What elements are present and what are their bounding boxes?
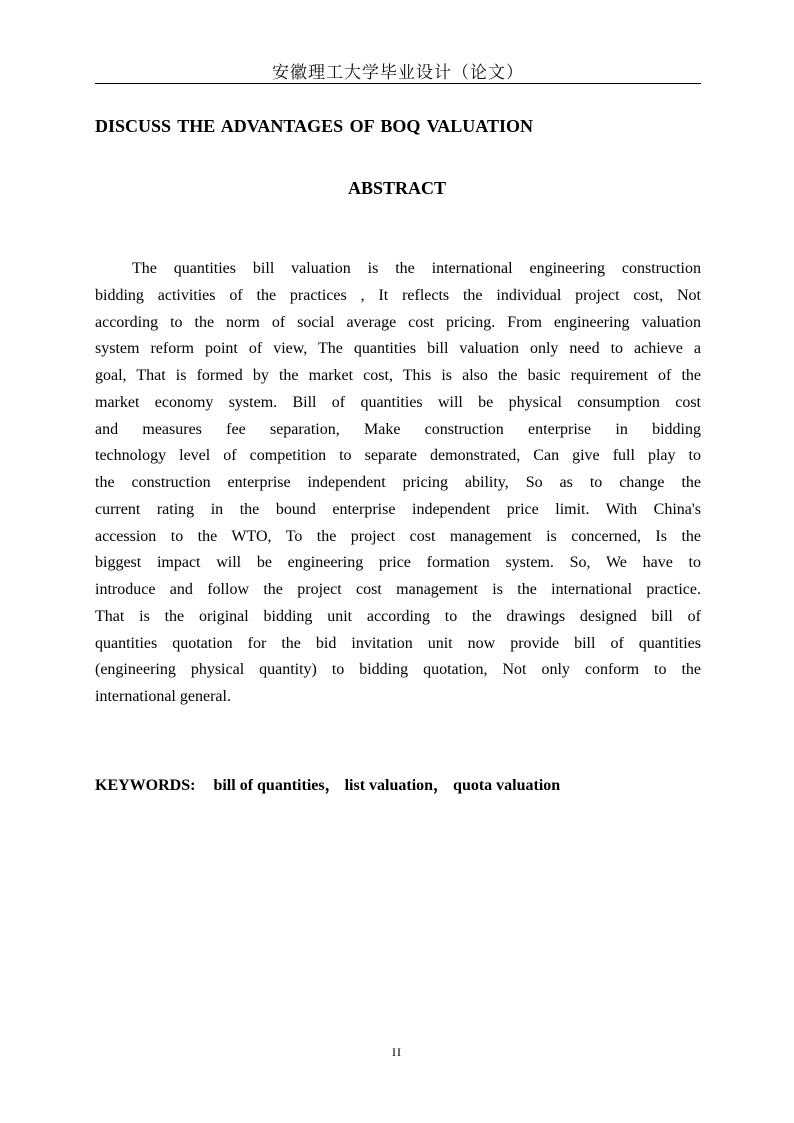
- page-number: II: [392, 1045, 402, 1059]
- keywords-label: KEYWORDS:: [95, 777, 196, 794]
- abstract-body: [95, 256, 701, 711]
- abstract-line: quantities quotation for the bid invitation unit now provide bill of quantities: [95, 634, 701, 652]
- abstract-line: technology level of competition to separate demonstrated, Can give full play to: [95, 447, 701, 465]
- abstract-heading: ABSTRACT: [347, 178, 447, 198]
- keywords: [95, 772, 701, 795]
- abstract-line: accession to the WTO, To the project cost management is concerned, Is the: [95, 527, 701, 545]
- abstract-line: the construction enterprise independent pricing ability, So as to change the: [95, 474, 701, 491]
- abstract-line: The quantities bill valuation is the international engineering construction: [132, 260, 701, 277]
- abstract-line: current rating in the bound enterprise independent price limit. With China's: [95, 500, 701, 518]
- abstract-line: bidding activities of the practices , It reflects the individual project cost, Not: [95, 286, 701, 304]
- abstract-line: That is the original bidding unit according to the drawings designed bill of: [95, 607, 701, 625]
- header-rule: [95, 83, 701, 84]
- abstract-line: and measures fee separation, Make construction enterprise in bidding: [95, 420, 701, 438]
- paper-title: DISCUSS THE ADVANTAGES OF BOQ VALUATION: [95, 116, 533, 136]
- abstract-line: system reform point of view, The quantities bill valuation only need to achieve a: [95, 340, 701, 358]
- abstract-line: according to the norm of social average cost pricing. From engineering valuation: [95, 313, 701, 331]
- keywords-values: bill of quantities， list valuation， quota valuation: [213, 777, 561, 794]
- abstract-line: market economy system. Bill of quantities will be physical consumption cost: [95, 393, 701, 411]
- abstract-line: international general.: [95, 688, 231, 705]
- abstract-line: goal, That is formed by the market cost, This is also the basic requirement of the: [95, 367, 701, 384]
- abstract-line: (engineering physical quantity) to bidding quotation, Not only conform to the: [95, 661, 701, 679]
- abstract-line: biggest impact will be engineering price formation system. So, We have to: [95, 554, 701, 572]
- running-header: 安徽理工大学毕业设计（论文）: [272, 63, 524, 83]
- abstract-line: introduce and follow the project cost management is the international practice.: [95, 581, 701, 598]
